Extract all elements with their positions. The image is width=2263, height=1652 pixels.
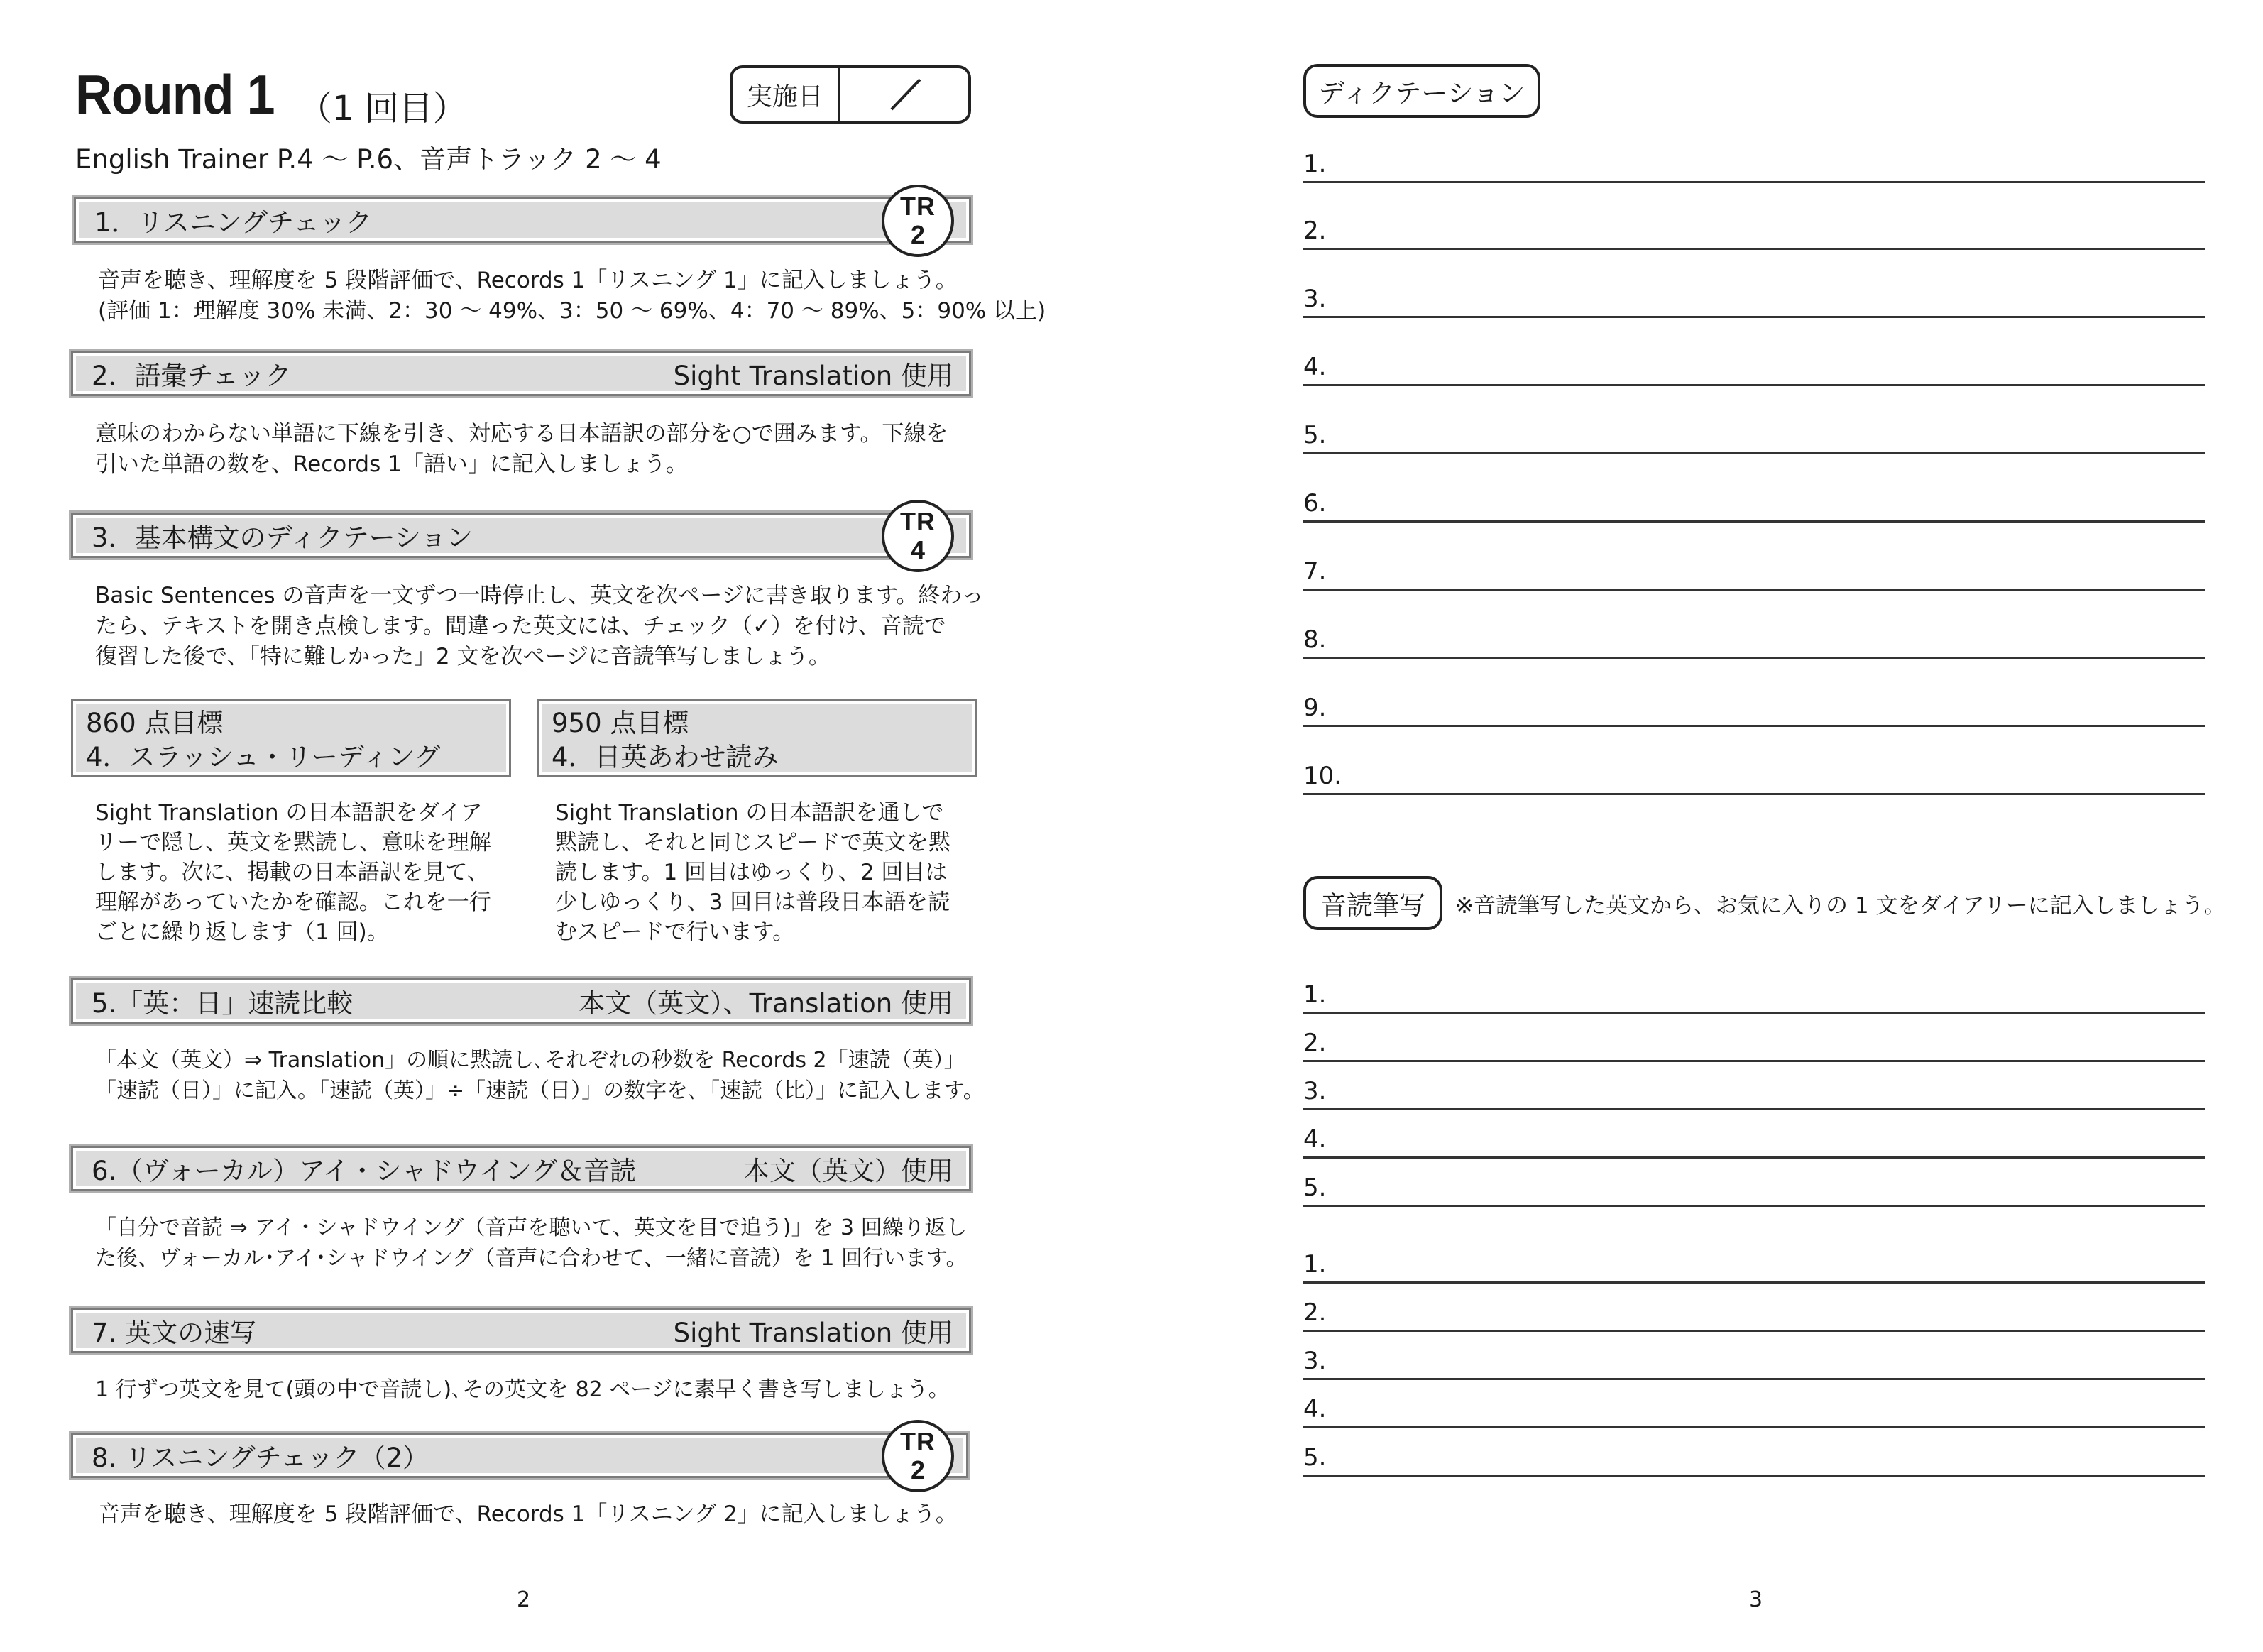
section-title: 3．基本構文のディクテーション	[92, 523, 473, 553]
copy-line[interactable]	[1303, 1069, 2205, 1110]
desc-line: 引いた単語の数を、Records 1「語い」に記入しましょう。	[95, 452, 688, 477]
section-1-header	[74, 197, 971, 243]
page-number-right: 3	[1749, 1587, 1763, 1612]
desc-line: ごとに繰り返します（1 回)。	[95, 919, 389, 945]
desc-line: 「本文（英文）⇒ Translation」の順に黙読し､それぞれの秒数を Records 2「速読（英）」	[95, 1048, 965, 1073]
desc-line: 少しゆっくり、3 回目は普段日本語を読	[555, 890, 950, 915]
copy-line[interactable]	[1303, 1435, 2205, 1477]
desc-line: たら、テキストを開き点検します。間違った英文には、チェック（✓）を付け、音読で	[95, 613, 946, 639]
copy-line[interactable]	[1303, 1339, 2205, 1380]
badge-label: TR	[900, 1427, 936, 1456]
line-number: 5.	[1303, 1174, 1327, 1202]
copy-line[interactable]	[1303, 1387, 2205, 1428]
desc-line: 音声を聴き、理解度を 5 段階評価で、Records 1「リスニング 1」に記入しましょう。	[98, 268, 958, 293]
line-number: 10.	[1303, 762, 1342, 790]
dictation-line[interactable]	[1303, 547, 2205, 591]
desc-line: 「自分で音読 ⇒ アイ・シャドウイング（音声を聴いて、英文を目で追う)」を 3 回繰り返し	[95, 1215, 968, 1240]
desc-line: 黙読し、それと同じスピードで英文を黙	[555, 830, 950, 855]
desc-line: 意味のわからない単語に下線を引き、対応する日本語訳の部分を○で囲みます。下線を	[95, 421, 948, 447]
line-number: 8.	[1303, 625, 1327, 654]
copy-label: 音読筆写	[1303, 876, 1442, 930]
material-subtitle: English Trainer P.4 ～ P.6、音声トラック 2 ～ 4	[75, 144, 662, 175]
line-number: 2.	[1303, 1298, 1327, 1327]
desc-line: 「速読（日）」に記入。「速読（英）」÷「速読（日）」の数字を､「速読（比）」に記入します。	[95, 1078, 985, 1103]
copy-line[interactable]	[1303, 1166, 2205, 1207]
badge-label: TR	[900, 192, 936, 221]
dictation-label: ディクテーション	[1303, 64, 1540, 118]
section-1-desc	[98, 266, 1046, 327]
desc-line: 理解があっていたかを確認。これを一行	[95, 890, 491, 915]
section-4b-header	[537, 699, 977, 777]
section-4a-header	[71, 699, 511, 777]
desc-line: (評価 1：理解度 30% 未満、2：30 ～ 49%、3：50 ～ 69%、4：70 ～ 89%、5：90% 以上)	[98, 298, 1046, 324]
track-badge	[882, 500, 954, 572]
section-2-header	[71, 351, 971, 396]
round-subtitle: （1 回目）	[298, 89, 467, 128]
section-8-header	[71, 1433, 968, 1478]
section-8-desc	[98, 1499, 958, 1530]
section-usage: Sight Translation 使用	[673, 361, 953, 391]
section-5-desc	[95, 1045, 985, 1106]
line-number: 1.	[1303, 980, 1327, 1009]
desc-line: します。次に、掲載の日本語訳を見て、	[95, 860, 489, 885]
line-number: 9.	[1303, 694, 1327, 722]
desc-line: 1 行ずつ英文を見て(頭の中で音読し)､その英文を 82 ページに素早く書き写しましょう。	[95, 1377, 950, 1402]
date-field[interactable]	[840, 68, 968, 121]
badge-number: 2	[910, 1455, 926, 1484]
dictation-line[interactable]	[1303, 615, 2205, 659]
section-title: 7. 英文の速写	[92, 1318, 257, 1348]
round-title: Round 1	[75, 63, 275, 126]
section-title: 2．語彙チェック	[92, 361, 292, 391]
copy-line[interactable]	[1303, 1242, 2205, 1284]
line-number: 3.	[1303, 285, 1327, 313]
line-number: 1.	[1303, 150, 1327, 178]
section-usage: 本文（英文）、Translation 使用	[579, 988, 953, 1019]
page-number-left: 2	[517, 1587, 531, 1612]
dictation-line[interactable]	[1303, 478, 2205, 523]
desc-line: Sight Translation の日本語訳を通しで	[555, 800, 944, 826]
desc-line: リーで隠し、英文を黙読し、意味を理解	[95, 830, 491, 855]
desc-line: 音声を聴き、理解度を 5 段階評価で、Records 1「リスニング 2」に記入しましょう。	[98, 1501, 958, 1527]
track-badge	[882, 1420, 954, 1492]
line-number: 3.	[1303, 1347, 1327, 1375]
line-number: 4.	[1303, 1395, 1327, 1423]
section-3-header	[71, 513, 971, 558]
desc-line: Basic Sentences の音声を一文ずつ一時停止し、英文を次ページに書き取ります。終わっ	[95, 583, 984, 608]
section-3-desc	[95, 581, 984, 672]
desc-line: た後、ヴォーカル･アイ･シャドウイング（音声に合わせて、一緒に音読）を 1 回行います。	[95, 1246, 968, 1271]
section-title: 8. リスニングチェック（2）	[92, 1443, 429, 1473]
line-number: 3.	[1303, 1077, 1327, 1105]
dictation-line[interactable]	[1303, 342, 2205, 386]
dictation-line[interactable]	[1303, 274, 2205, 318]
line-number: 5.	[1303, 421, 1327, 449]
section-usage: Sight Translation 使用	[673, 1318, 953, 1348]
section-usage: 本文（英文）使用	[743, 1156, 953, 1186]
section-5-header	[71, 978, 971, 1024]
dictation-line[interactable]	[1303, 410, 2205, 454]
target-score: 860 点目標	[86, 708, 224, 738]
dictation-line[interactable]	[1303, 683, 2205, 727]
badge-number: 2	[910, 220, 926, 249]
section-title: 5.「英：日」速読比較	[92, 988, 354, 1019]
line-number: 1.	[1303, 1250, 1327, 1279]
track-badge	[882, 185, 954, 257]
section-title: 1．リスニングチェック	[94, 207, 372, 238]
badge-label: TR	[900, 507, 936, 536]
desc-line: 復習した後で、「特に難しかった」2 文を次ページに音読筆写しましょう。	[95, 644, 831, 669]
section-6-header	[71, 1146, 971, 1191]
section-title: 6.（ヴォーカル）アイ・シャドウイング＆音読	[92, 1156, 637, 1186]
line-number: 7.	[1303, 557, 1327, 586]
section-4a-desc	[95, 798, 491, 947]
section-2-desc	[95, 419, 948, 480]
copy-line[interactable]	[1303, 973, 2205, 1014]
line-number: 2.	[1303, 217, 1327, 245]
dictation-line[interactable]	[1303, 139, 2205, 183]
desc-line: むスピードで行います。	[555, 919, 795, 945]
desc-line: Sight Translation の日本語訳をダイア	[95, 800, 483, 826]
slash-mark	[840, 68, 968, 121]
date-label: 実施日	[733, 68, 840, 121]
copy-line[interactable]	[1303, 1291, 2205, 1332]
section-4b-desc	[555, 798, 950, 947]
line-number: 4.	[1303, 353, 1327, 381]
copy-note: ※音読筆写した英文から、お気に入りの 1 文をダイアリーに記入しましょう。	[1455, 893, 2226, 919]
dictation-line[interactable]	[1303, 751, 2205, 795]
line-number: 6.	[1303, 489, 1327, 518]
section-title: 4．日英あわせ読み	[552, 742, 779, 772]
desc-line: 読します。1 回目はゆっくり、2 回目は	[555, 860, 948, 885]
section-7-desc	[95, 1374, 950, 1405]
copy-line[interactable]	[1303, 1117, 2205, 1159]
line-number: 5.	[1303, 1443, 1327, 1472]
dictation-line[interactable]	[1303, 206, 2205, 250]
target-score: 950 点目標	[552, 708, 689, 738]
section-7-header	[71, 1308, 971, 1353]
date-box	[730, 65, 971, 124]
line-number: 4.	[1303, 1125, 1327, 1154]
line-number: 2.	[1303, 1029, 1327, 1057]
section-6-desc	[95, 1213, 968, 1274]
copy-line[interactable]	[1303, 1021, 2205, 1062]
section-title: 4．スラッシュ・リーディング	[86, 742, 441, 772]
badge-number: 4	[910, 535, 926, 564]
